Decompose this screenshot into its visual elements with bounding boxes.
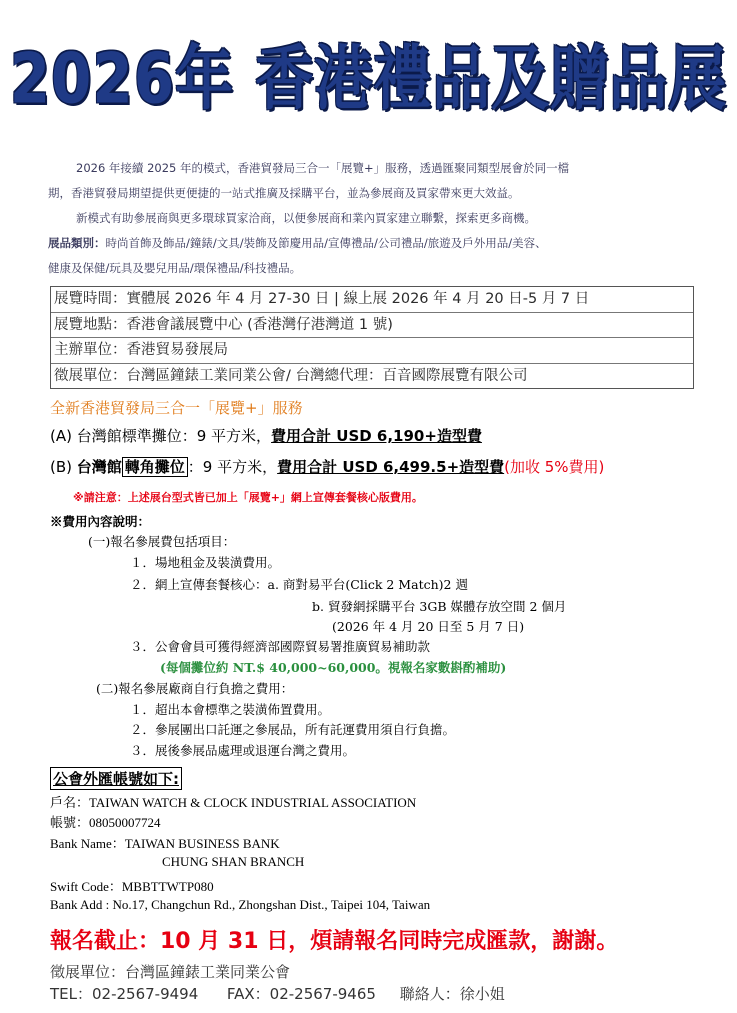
booth-b-pavilion: 台灣館: [76, 458, 122, 476]
bank-name: Bank Name：TAIWAN BUSINESS BANK: [50, 836, 280, 851]
info-organizer: 主辦單位：香港貿易發展局: [51, 338, 693, 364]
page-title: 2026年 香港禮品及贈品展: [9, 37, 728, 120]
fee-item-2c: (2026 年 4 月 20 日至 5 月 7 日): [332, 619, 525, 634]
booth-a-text: (A) 台灣館標準攤位：9 平方米，: [50, 427, 272, 445]
bank-account-number: 帳號：08050007724: [50, 815, 161, 830]
booth-b-size: ：9 平方米，: [187, 458, 278, 476]
booth-a: [50, 425, 482, 446]
notice: ※請注意：上述展台型式皆已加上「展覽+」網上宣傳套餐核心版費用。: [73, 491, 423, 504]
info-time: 展覽時間：實體展 2026 年 4 月 27-30 日 | 線上展 2026 年 4 月 20 日-5 月 7 日: [51, 287, 693, 313]
fee-item-j2: ２．參展團出口託運之參展品，所有託運費用須自行負擔。: [130, 722, 456, 737]
category-text-2: 健康及保健/玩具及嬰兒用品/環保禮品/科技禮品。: [48, 261, 302, 275]
fee-item-2: ２．網上宣傳套餐核心：a. 商對易平台(Click 2 Match)2 週: [130, 577, 468, 592]
bank-account-name: 戶名：TAIWAN WATCH & CLOCK INDUSTRIAL ASSOCIATION: [50, 795, 417, 810]
fee-item-j1: １．超出本會標準之裝潢佈置費用。: [130, 702, 331, 717]
booth-a-cost: 費用合計 USD 6,190+造型費: [271, 427, 482, 445]
bank-address: Bank Add : No.17, Changchun Rd., Zhongshan Dist., Taipei 104, Taiwan: [50, 897, 431, 912]
fee-sec-2: (二)報名參展廠商自行負擔之費用：: [96, 681, 294, 696]
intro-para-1: 2026 年接續 2025 年的模式，香港貿發局三合一「展覽+」服務，透過匯聚同類型展會於同一檔: [76, 161, 570, 175]
category-text: 時尚首飾及飾品/鐘錶/文具/裝飾及節慶用品/宣傳禮品/公司禮品/旅遊及戶外用品/美容、: [105, 236, 547, 250]
fee-item-j3: ３．展後參展品處理或退運台灣之費用。: [130, 743, 356, 758]
intro-para-1b: 期，香港貿發局期望提供更便捷的一站式推廣及採購平台，並為參展商及買家帶來更大效益。: [48, 186, 520, 200]
fee-item-1: １．場地租金及裝潢費用。: [130, 555, 281, 570]
exhibition-info-box: [50, 286, 694, 389]
service-heading: 全新香港貿發局三合一「展覽+」服務: [50, 399, 303, 417]
intro-para-2: 新模式有助參展商與更多環球買家洽商，以便參展商和業內買家建立聯繫，探索更多商機。: [76, 211, 536, 225]
fee-title: ※費用內容說明：: [50, 514, 151, 529]
booth-b-cost: 費用合計 USD 6,499.5+造型費: [277, 458, 505, 476]
intro-text: [48, 156, 698, 281]
booth-b: [50, 456, 604, 477]
footer-unit: 徵展單位：台灣區鐘錶工業同業公會: [50, 963, 291, 981]
info-recruiter: 徵展單位：台灣區鐘錶工業同業公會/ 台灣總代理：百音國際展覽有限公司: [54, 367, 528, 384]
bank-title: 公會外匯帳號如下:: [50, 767, 182, 790]
category-label: 展品類別：: [48, 236, 106, 250]
booth-b-extra: (加收 5%費用): [504, 458, 605, 476]
info-venue: 展覽地點：香港會議展覽中心 (香港灣仔港灣道 1 號): [51, 313, 693, 339]
fee-item-2b: b. 貿發網採購平台 3GB 媒體存放空間 2 個月: [312, 599, 567, 614]
fee-item-3b: (每個攤位約 NT.$ 40,000~60,000。視報名家數斟酌補助): [160, 660, 507, 675]
fee-sec-1: (一)報名參展費包括項目：: [88, 534, 236, 549]
fee-item-3: ３．公會會員可獲得經濟部國際貿易署推廣貿易補助款: [130, 639, 431, 654]
booth-b-corner: 轉角攤位: [122, 457, 188, 477]
bank-branch: CHUNG SHAN BRANCH: [162, 854, 305, 869]
deadline: 報名截止：10 月 31 日，煩請報名同時完成匯款，謝謝。: [50, 929, 619, 954]
booth-b-prefix: (B): [50, 458, 77, 476]
footer-contact: TEL：02-2567-9494 FAX：02-2567-9465 聯絡人：徐小姐: [50, 985, 505, 1003]
bank-swift: Swift Code：MBBTTWTP080: [50, 879, 214, 894]
